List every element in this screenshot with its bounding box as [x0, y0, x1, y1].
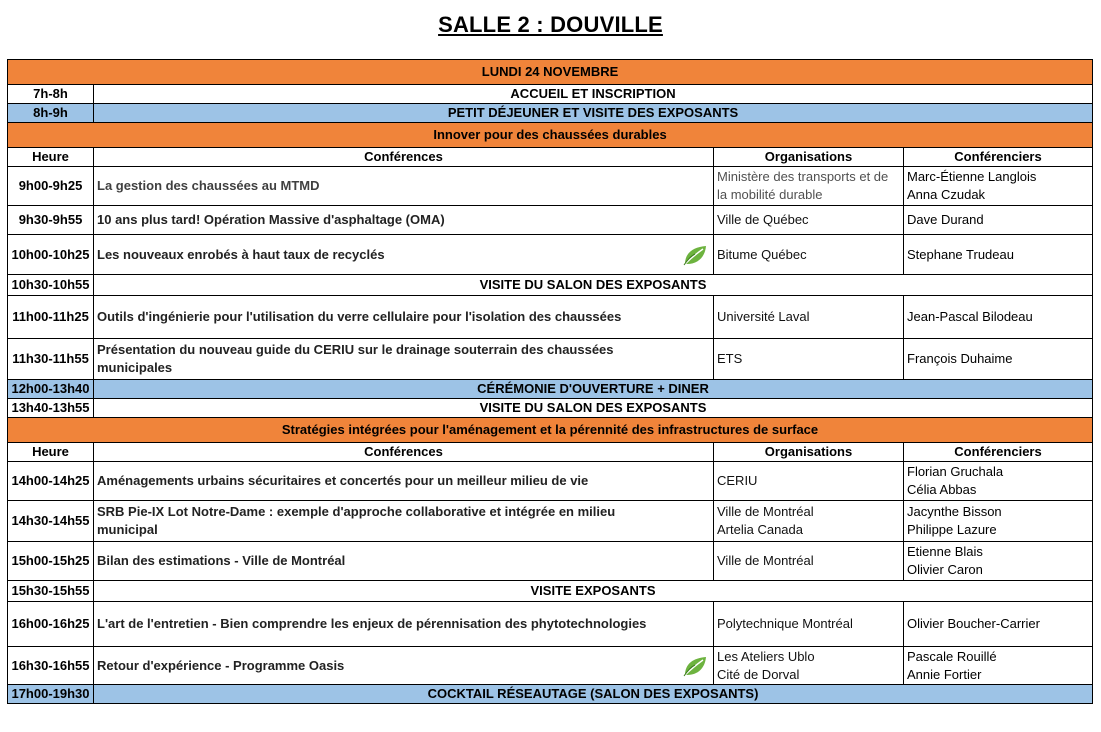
speaker-name: Anna Czudak — [907, 187, 986, 202]
closing-row — [8, 685, 1093, 704]
speaker-name: Olivier Boucher-Carrier — [904, 602, 1093, 647]
speaker-name: Florian Gruchala — [907, 464, 1004, 479]
table-row — [8, 167, 1093, 206]
event-label: VISITE DU SALON DES EXPOSANTS — [94, 399, 1093, 418]
speaker-name: François Duhaime — [904, 339, 1093, 380]
speaker-name: Pascale Rouillé — [907, 648, 997, 664]
header-speakers: Conférenciers — [904, 148, 1093, 167]
organisation-line: Artelia Canada — [717, 522, 803, 537]
lunch-row — [8, 380, 1093, 399]
organisation-cell: Polytechnique Montréal — [714, 602, 904, 647]
day-banner: LUNDI 24 NOVEMBRE — [8, 60, 1093, 85]
organisation-cell: CERIU — [714, 462, 904, 501]
table-row — [8, 647, 1093, 685]
organisation-cell — [714, 647, 904, 685]
conference-title: 10 ans plus tard! Opération Massive d'asphaltage (OMA) — [94, 206, 714, 235]
conference-title: Retour d'expérience - Programme Oasis — [97, 657, 345, 673]
organisation-cell: Bitume Québec — [714, 235, 904, 275]
column-header-row — [8, 148, 1093, 167]
speaker-name: Stephane Trudeau — [904, 235, 1093, 275]
break-row — [8, 275, 1093, 296]
session-1-title: Innover pour des chaussées durables — [8, 123, 1093, 148]
day-banner-row — [8, 60, 1093, 85]
event-label: CÉRÉMONIE D'OUVERTURE + DINER — [94, 380, 1093, 399]
time-cell: 11h00-11h25 — [8, 296, 94, 339]
green-leaf-icon — [682, 244, 708, 266]
conference-cell — [94, 235, 714, 275]
conference-title: L'art de l'entretien - Bien comprendre les enjeux de pérennisation des phytotechnologies — [94, 602, 714, 647]
table-row — [8, 462, 1093, 501]
session-1-banner-row — [8, 123, 1093, 148]
table-row — [8, 206, 1093, 235]
organisation-cell: Ville de Québec — [714, 206, 904, 235]
conference-title: Bilan des estimations - Ville de Montréal — [94, 542, 714, 581]
time-cell: 15h00-15h25 — [8, 542, 94, 581]
opening-row-1 — [8, 85, 1093, 104]
time-cell: 16h30-16h55 — [8, 647, 94, 685]
time-cell: 7h-8h — [8, 85, 94, 104]
break-row — [8, 399, 1093, 418]
speaker-cell — [904, 647, 1093, 685]
time-cell: 10h00-10h25 — [8, 235, 94, 275]
time-cell: 12h00-13h40 — [8, 380, 94, 399]
table-row — [8, 542, 1093, 581]
header-time: Heure — [8, 148, 94, 167]
table-row — [8, 235, 1093, 275]
header-time: Heure — [8, 443, 94, 462]
table-row — [8, 501, 1093, 542]
organisation-line: la mobilité durable — [717, 187, 823, 202]
session-2-title: Stratégies intégrées pour l'aménagement et la pérennité des infrastructures de surface — [8, 418, 1093, 443]
time-cell: 14h00-14h25 — [8, 462, 94, 501]
speaker-name: Jean-Pascal Bilodeau — [904, 296, 1093, 339]
organisation-cell — [714, 167, 904, 206]
header-org: Organisations — [714, 148, 904, 167]
speaker-cell — [904, 167, 1093, 206]
header-conf: Conférences — [94, 148, 714, 167]
opening-row-2 — [8, 104, 1093, 123]
header-speakers: Conférenciers — [904, 443, 1093, 462]
organisation-cell — [714, 501, 904, 542]
speaker-name: Célia Abbas — [907, 482, 977, 497]
speaker-name: Marc-Étienne Langlois — [907, 169, 1037, 184]
time-cell: 9h30-9h55 — [8, 206, 94, 235]
conference-cell — [94, 501, 714, 542]
speaker-name: Jacynthe Bisson — [907, 504, 1002, 519]
event-label: PETIT DÉJEUNER ET VISITE DES EXPOSANTS — [94, 104, 1093, 123]
conference-title: Les nouveaux enrobés à haut taux de recyclés — [97, 246, 385, 262]
speaker-name: Dave Durand — [904, 206, 1093, 235]
organisation-line: Les Ateliers Ublo — [717, 648, 815, 664]
time-cell: 14h30-14h55 — [8, 501, 94, 542]
event-label: VISITE EXPOSANTS — [94, 581, 1093, 602]
speaker-name: Annie Fortier — [907, 666, 982, 682]
conference-cell — [94, 339, 714, 380]
speaker-name: Olivier Caron — [907, 562, 983, 577]
time-cell: 9h00-9h25 — [8, 167, 94, 206]
organisation-line: Ministère des transports et de — [717, 169, 889, 184]
organisation-line: Cité de Dorval — [717, 666, 800, 682]
conference-title-line: Présentation du nouveau guide du CERIU sur le drainage souterrain des chaussées — [97, 342, 614, 357]
table-row — [8, 296, 1093, 339]
page-title: SALLE 2 : DOUVILLE — [438, 12, 663, 37]
speaker-cell — [904, 501, 1093, 542]
event-label: VISITE DU SALON DES EXPOSANTS — [94, 275, 1093, 296]
time-cell: 15h30-15h55 — [8, 581, 94, 602]
conference-title-line: SRB Pie-IX Lot Notre-Dame : exemple d'approche collaborative et intégrée en milieu — [97, 504, 616, 519]
event-label: COCKTAIL RÉSEAUTAGE (SALON DES EXPOSANTS) — [94, 685, 1093, 704]
time-cell: 10h30-10h55 — [8, 275, 94, 296]
time-cell: 11h30-11h55 — [8, 339, 94, 380]
break-row — [8, 581, 1093, 602]
table-row — [8, 339, 1093, 380]
conference-title: Outils d'ingénierie pour l'utilisation du verre cellulaire pour l'isolation des chaussées — [94, 296, 714, 339]
organisation-cell: ETS — [714, 339, 904, 380]
table-row — [8, 602, 1093, 647]
schedule-table — [7, 59, 1093, 704]
time-cell: 17h00-19h30 — [8, 685, 94, 704]
speaker-cell — [904, 462, 1093, 501]
green-leaf-icon — [682, 655, 708, 677]
time-cell: 8h-9h — [8, 104, 94, 123]
session-2-banner-row — [8, 418, 1093, 443]
event-label: ACCUEIL ET INSCRIPTION — [94, 85, 1093, 104]
conference-cell — [94, 647, 714, 685]
time-cell: 16h00-16h25 — [8, 602, 94, 647]
header-org: Organisations — [714, 443, 904, 462]
organisation-cell: Ville de Montréal — [714, 542, 904, 581]
speaker-cell — [904, 542, 1093, 581]
conference-title: La gestion des chaussées au MTMD — [94, 167, 714, 206]
organisation-line: Ville de Montréal — [717, 504, 814, 519]
column-header-row — [8, 443, 1093, 462]
conference-title-line: municipal — [97, 522, 158, 537]
speaker-name: Etienne Blais — [907, 544, 983, 559]
time-cell: 13h40-13h55 — [8, 399, 94, 418]
header-conf: Conférences — [94, 443, 714, 462]
conference-title-line: municipales — [97, 360, 173, 375]
conference-title: Aménagements urbains sécuritaires et concertés pour un meilleur milieu de vie — [94, 462, 714, 501]
organisation-cell: Université Laval — [714, 296, 904, 339]
speaker-name: Philippe Lazure — [907, 522, 997, 537]
